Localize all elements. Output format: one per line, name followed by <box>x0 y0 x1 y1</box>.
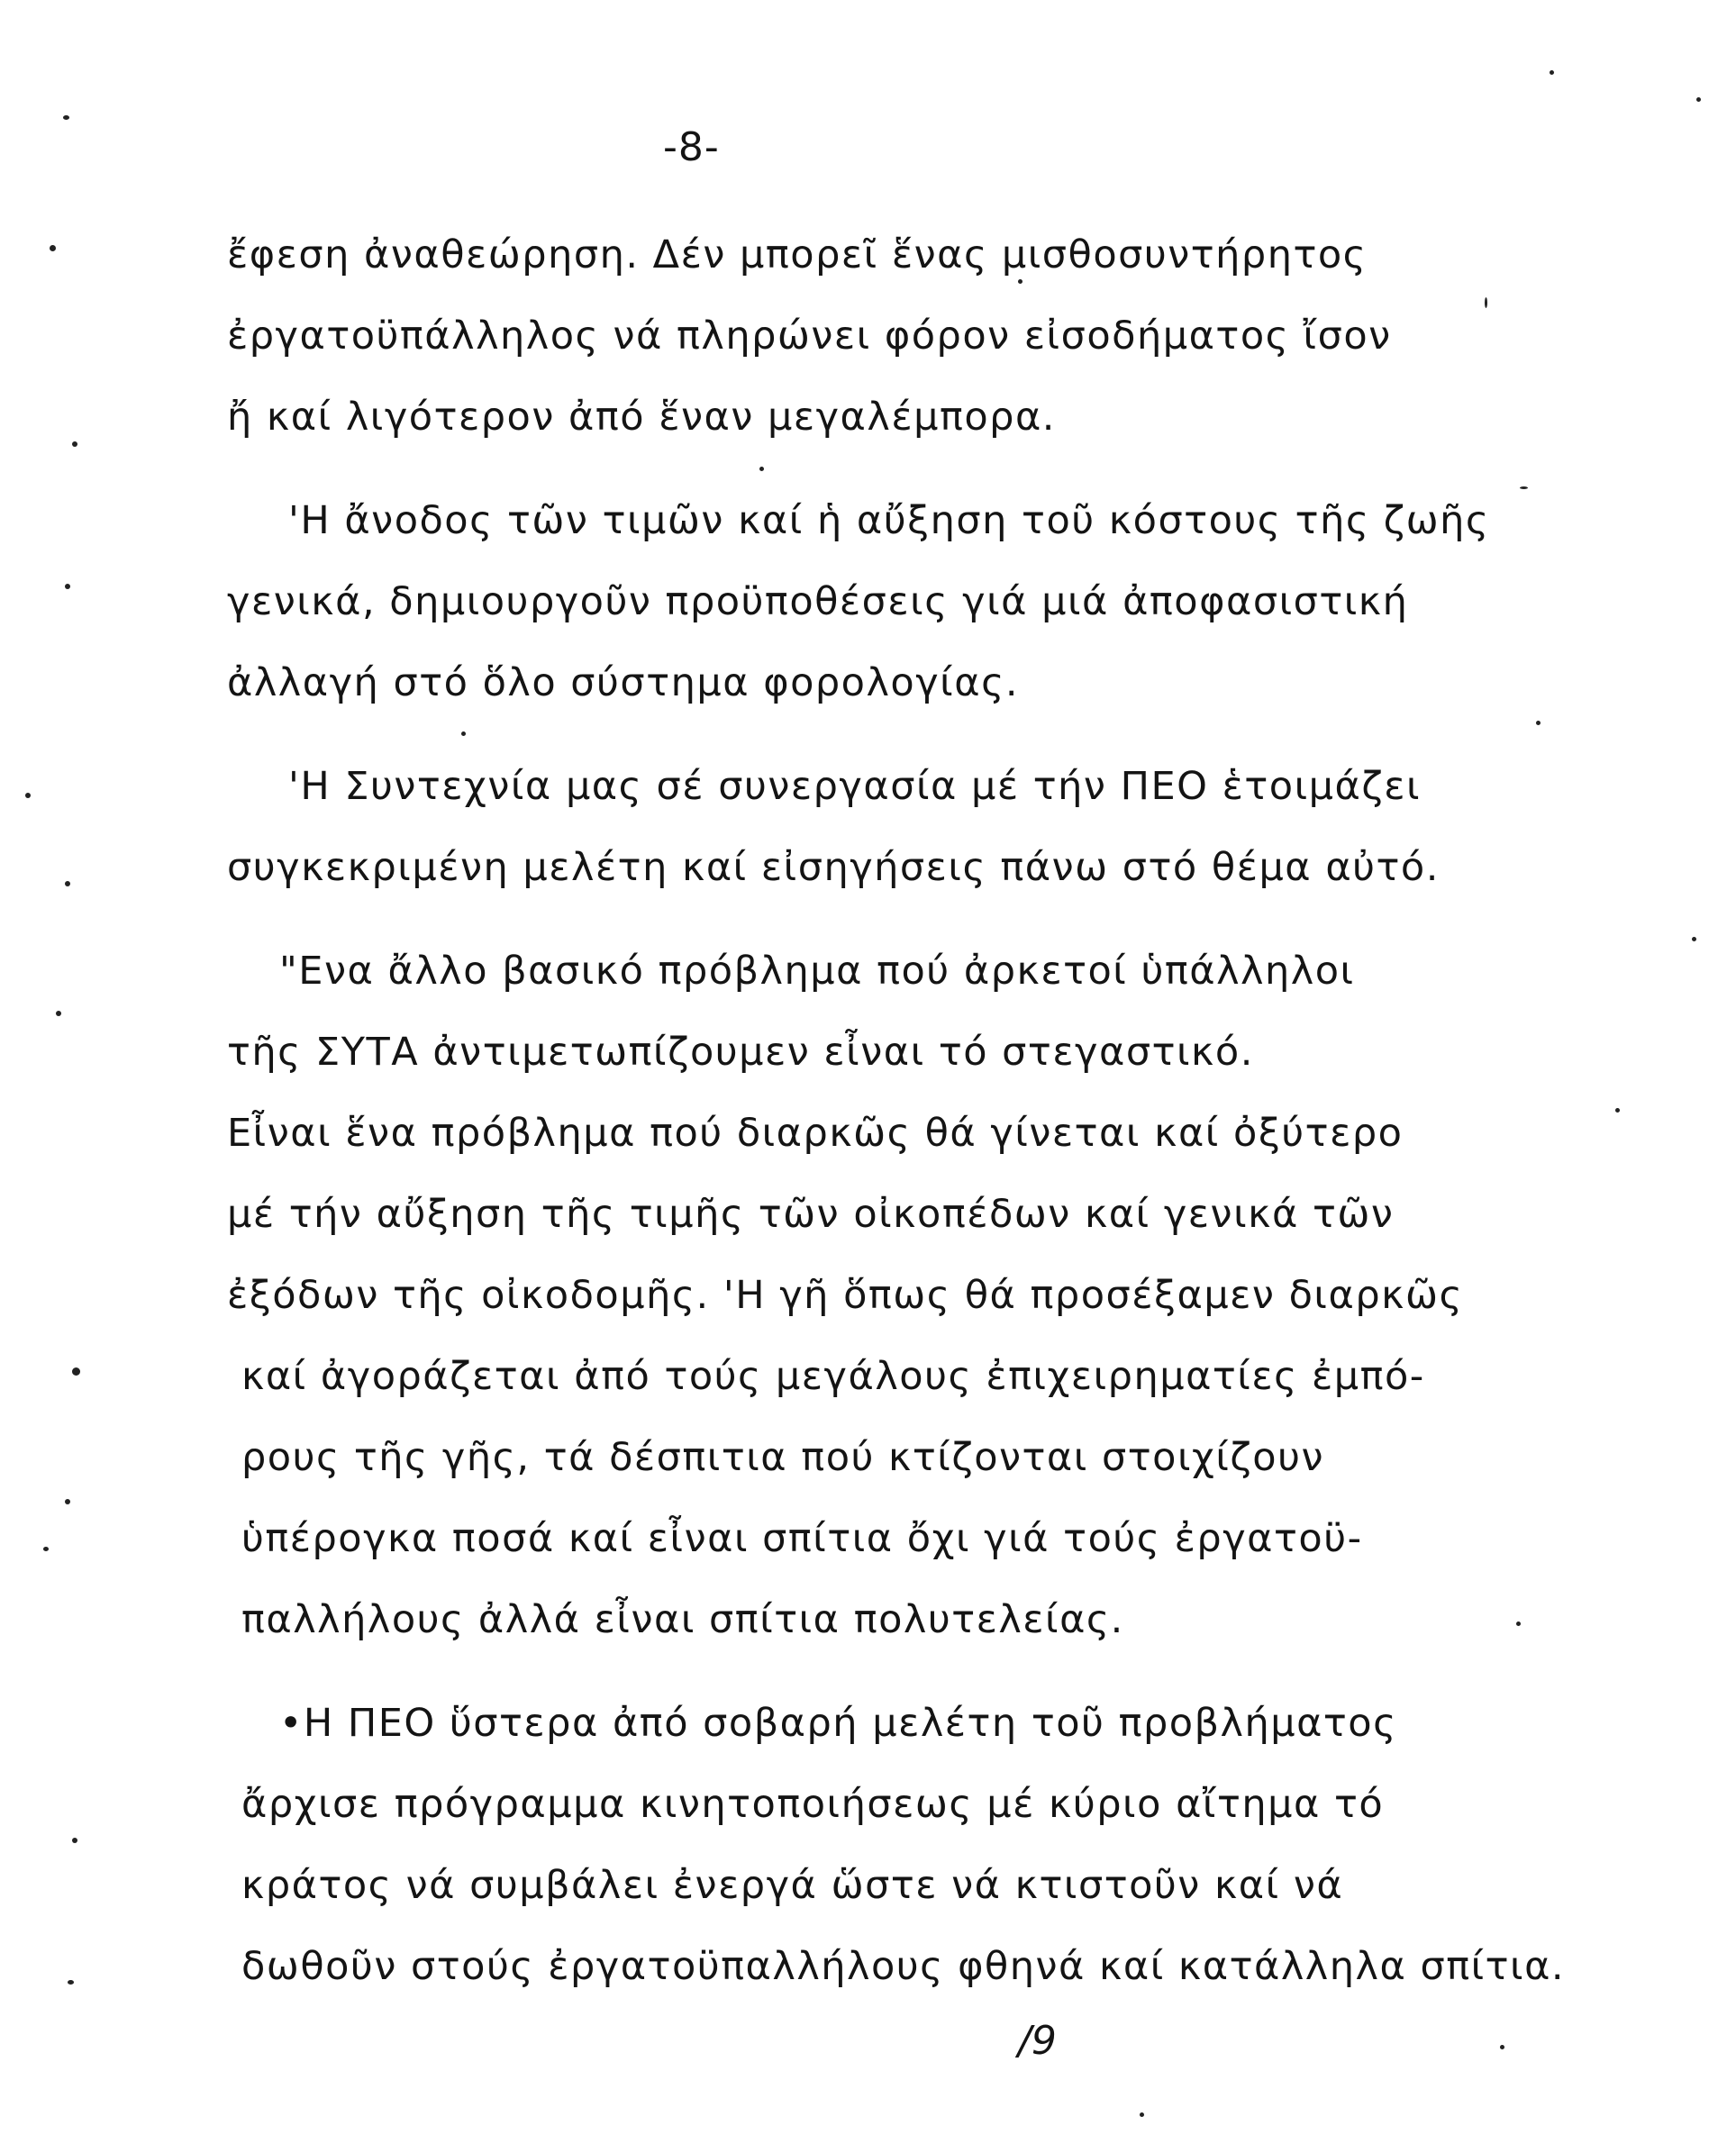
scan-speck <box>1536 721 1541 725</box>
text-line: ἤ καί λιγότερον ἀπό ἕναν μεγαλέμπορα. <box>227 395 1056 440</box>
text-line: γενικά, δημιουργοῦν προϋποθέσεις γιά μιά ἀποφασιστική <box>227 579 1409 624</box>
scan-speck <box>1696 97 1701 102</box>
text-line: "Ενα ἄλλο βασικό πρόβλημα πού ἀρκετοί ὑπάλληλοι <box>279 949 1355 994</box>
text-line: ρους τῆς γῆς, τά δέσπιτια πού κτίζονται στοιχίζουν <box>241 1435 1324 1480</box>
scan-speck <box>1692 937 1696 941</box>
text-line: συγκεκριμένη μελέτη καί εἰσηγήσεις πάνω στό θέμα αὐτό. <box>227 845 1440 890</box>
text-line: Εἶναι ἕνα πρόβλημα πού διαρκῶς θά γίνεται καί ὀξύτερο <box>227 1111 1404 1156</box>
page-number: -8- <box>663 124 720 170</box>
scan-speck <box>43 1547 49 1551</box>
scan-speck <box>50 245 56 251</box>
scan-speck <box>1140 2112 1144 2117</box>
scan-speck <box>65 881 70 886</box>
text-line: ἔφεση ἀναθεώρηση. Δέν μπορεῖ ἕνας μισθοσυντήρητος <box>227 232 1368 277</box>
scan-speck <box>1018 279 1023 284</box>
continuation-marker: /9 <box>1018 2018 1057 2064</box>
text-line: ὑπέρογκα ποσά καί εἶναι σπίτια ὄχι γιά τούς ἐργατοϋ- <box>241 1516 1363 1561</box>
scan-speck <box>1516 1622 1521 1626</box>
text-line: καί ἀγοράζεται ἀπό τούς μεγάλους ἐπιχειρηματίες ἐμπό- <box>241 1354 1425 1399</box>
scan-speck <box>65 1499 70 1504</box>
text-line: τῆς ΣΥΤΑ ἀντιμετωπίζουμεν εἶναι τό στεγαστικό. <box>227 1030 1254 1075</box>
text-line: ἀλλαγή στό ὅλο σύστημα φορολογίας. <box>227 660 1019 705</box>
scan-speck <box>72 441 77 447</box>
text-line: ἄρχισε πρόγραμμα κινητοποιήσεως μέ κύριο αἴτημα τό <box>241 1782 1385 1827</box>
text-line: •Η ΠΕΟ ὕστερα ἀπό σοβαρή μελέτη τοῦ προβλήματος <box>279 1701 1397 1746</box>
scan-speck <box>68 1980 74 1985</box>
text-line: 'Η ἄνοδος τῶν τιμῶν καί ἡ αὔξηση τοῦ κόστους τῆς ζωῆς <box>288 498 1490 543</box>
text-line: ἐξόδων τῆς οἰκοδομῆς. 'Η γῆ ὅπως θά προσέξαμεν διαρκῶς <box>227 1273 1464 1318</box>
text-line: κράτος νά συμβάλει ἐνεργά ὥστε νά κτιστοῦν καί νά <box>241 1863 1344 1908</box>
scan-speck <box>56 1011 61 1016</box>
scan-speck <box>1500 2045 1504 2049</box>
scan-speck <box>1485 297 1487 308</box>
scan-speck <box>25 793 31 798</box>
scan-speck <box>1550 70 1554 75</box>
text-line: 'Η Συντεχνία μας σέ συνεργασία μέ τήν ΠΕΟ ἑτοιμάζει <box>288 764 1422 809</box>
scan-speck <box>72 1367 80 1376</box>
scan-speck <box>1520 486 1528 489</box>
scan-speck <box>461 731 466 736</box>
text-line: μέ τήν αὔξηση τῆς τιμῆς τῶν οἰκοπέδων καί γενικά τῶν <box>227 1192 1395 1237</box>
scan-speck <box>759 467 764 471</box>
text-line: δωθοῦν στούς ἐργατοϋπαλλήλους φθηνά καί κατάλληλα σπίτια. <box>241 1944 1566 1989</box>
text-line: παλλήλους ἀλλά εἶναι σπίτια πολυτελείας. <box>241 1597 1124 1642</box>
text-line: ἐργατοϋπάλληλος νά πληρώνει φόρον εἰσοδήματος ἴσον <box>227 313 1392 359</box>
scan-speck <box>1615 1108 1620 1113</box>
scan-speck <box>65 584 70 589</box>
scan-speck <box>63 115 69 120</box>
scan-speck <box>72 1838 77 1843</box>
